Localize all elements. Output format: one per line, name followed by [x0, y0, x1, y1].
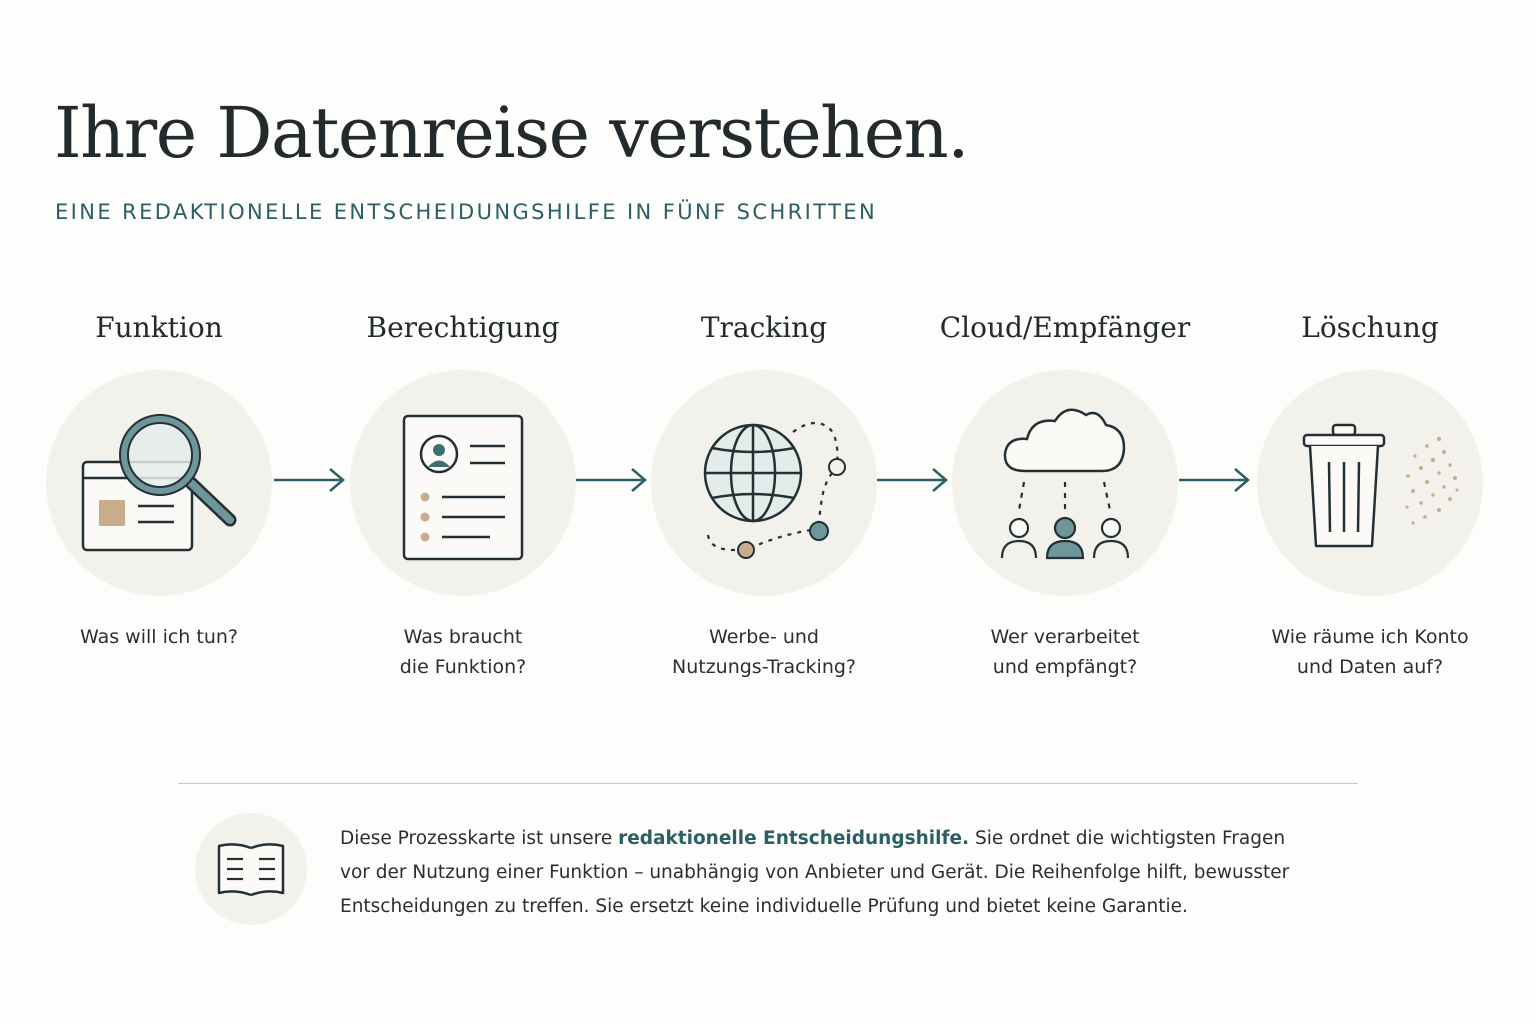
step-question: [1220, 622, 1520, 682]
flow-arrow-icon: [1177, 466, 1253, 494]
step-question-line: die Funktion?: [399, 656, 527, 678]
disclaimer-text-start: Diese Prozesskarte ist unsere: [340, 828, 619, 849]
step-icon-circle: [952, 370, 1178, 596]
step-question: [313, 622, 613, 682]
search-window-icon: [46, 370, 272, 596]
step-title: Löschung: [1301, 311, 1439, 344]
step-question-line: und Daten auf?: [1296, 656, 1444, 678]
divider: [178, 783, 1358, 784]
disclaimer-text-end: Sie ordnet die wichtigsten Fragen vor der Nutzung einer Funktion – unabhängig von Anbieter und Gerät. Die Reihenfolge hilft, bewusster Entscheidungen zu treffen. Sie ersetzt keine individuelle Prüfung und bietet keine Garantie.: [340, 828, 1290, 917]
globe-tracking-icon: [651, 370, 877, 596]
step-question: [614, 622, 914, 682]
step-icon-circle: [1257, 370, 1483, 596]
step-funktion: [9, 300, 309, 652]
step-title: Cloud/Empfänger: [939, 311, 1191, 344]
step-question-line: Wer verarbeitet: [990, 626, 1140, 648]
note-icon-circle: [195, 813, 307, 925]
step-question-line: Was braucht: [403, 626, 523, 648]
step-question-line: Was will ich tun?: [80, 626, 238, 648]
step-question-line: und empfängt?: [992, 656, 1138, 678]
step-question: [9, 622, 309, 652]
cloud-recipients-icon: [952, 370, 1178, 596]
step-title: Funktion: [95, 311, 223, 344]
step-icon-circle: [651, 370, 877, 596]
step-question: [915, 622, 1215, 682]
open-book-icon: [195, 813, 307, 925]
step-icon-circle: [350, 370, 576, 596]
step-icon-circle: [46, 370, 272, 596]
step-loeschung: [1220, 300, 1520, 682]
step-berechtigung: [313, 300, 613, 682]
step-cloud-empfaenger: [915, 300, 1215, 682]
flow-arrow-icon: [272, 466, 348, 494]
step-title: Tracking: [700, 311, 828, 344]
disclaimer-highlight: redaktionelle Entscheidungshilfe.: [618, 828, 970, 849]
permission-document-icon: [350, 370, 576, 596]
flow-arrow-icon: [875, 466, 951, 494]
step-question-line: Nutzungs-Tracking?: [671, 656, 857, 678]
page-title: Ihre Datenreise verstehen.: [54, 92, 968, 174]
page-subtitle: EINE REDAKTIONELLE ENTSCHEIDUNGSHILFE IN FÜNF SCHRITTEN: [55, 200, 878, 224]
trash-icon: [1257, 370, 1483, 596]
step-title: Berechtigung: [366, 311, 560, 344]
step-question-line: Werbe- und: [709, 626, 819, 648]
flow-arrow-icon: [574, 466, 650, 494]
step-question-line: Wie räume ich Konto: [1271, 626, 1469, 648]
step-tracking: [614, 300, 914, 682]
disclaimer-text: [340, 822, 1300, 924]
